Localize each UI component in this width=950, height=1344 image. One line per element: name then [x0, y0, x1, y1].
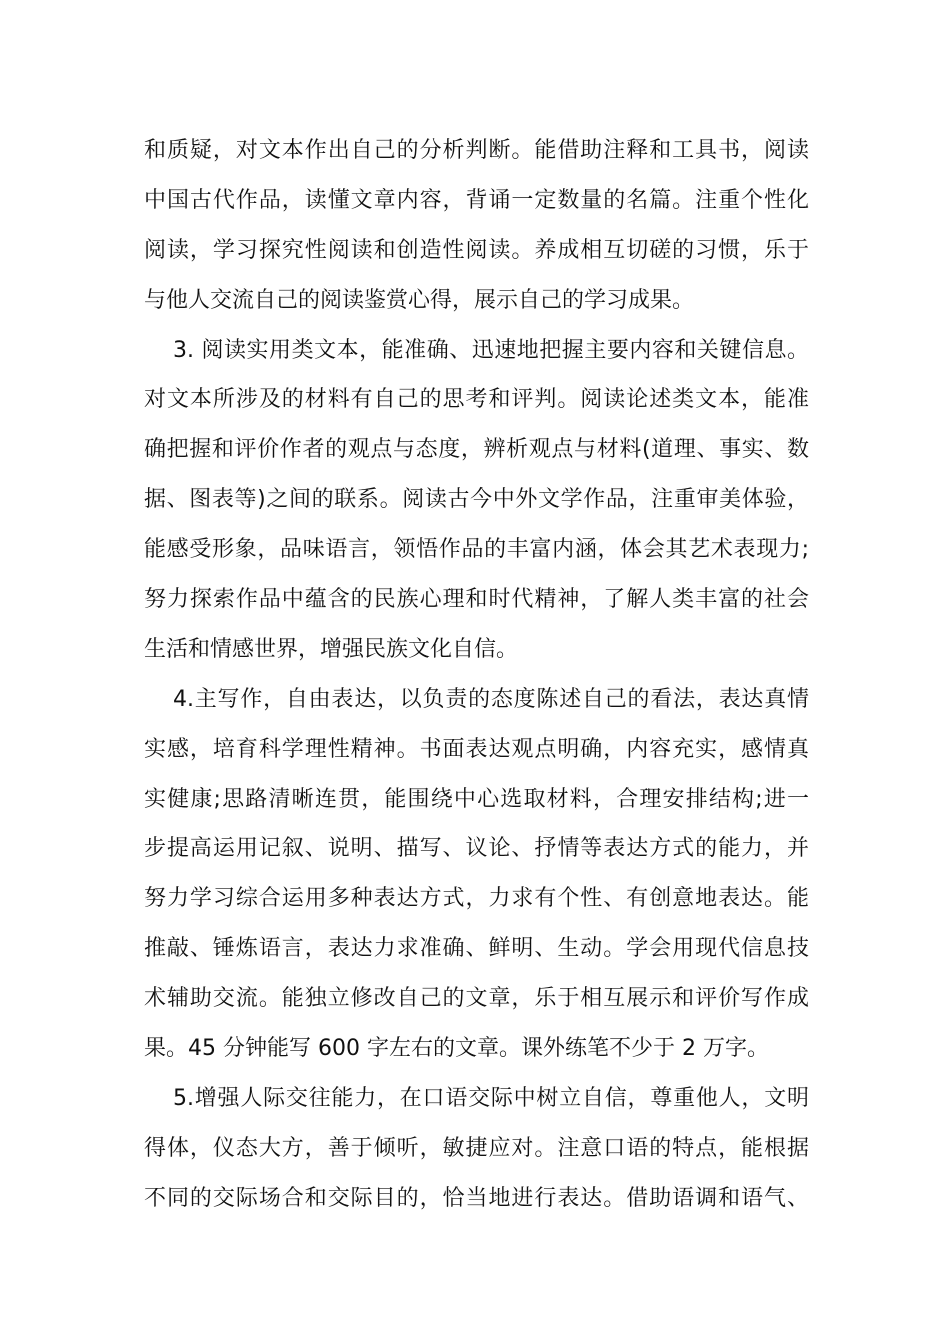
text-line: 能感受形象，品味语言，领悟作品的丰富内涵，体会其艺术表现力;	[144, 537, 809, 563]
text-line: 阅读，学习探究性阅读和创造性阅读。养成相互切磋的习惯，乐于	[144, 237, 809, 263]
text-line: 3. 阅读实用类文本，能准确、迅速地把握主要内容和关键信息。	[173, 337, 809, 363]
paragraph-item-3	[144, 326, 809, 675]
text-line: 努力学习综合运用多种表达方式，力求有个性、有创意地表达。能	[144, 886, 809, 912]
text-line: 实健康;思路清晰连贯，能围绕中心选取材料，合理安排结构;进一	[144, 786, 809, 812]
document-body	[144, 126, 809, 1224]
text-line: 不同的交际场合和交际目的，恰当地进行表达。借助语调和语气、	[144, 1185, 809, 1211]
text-line: 确把握和评价作者的观点与态度，辨析观点与材料(道理、事实、数	[144, 437, 809, 463]
text-line: 4.主写作，自由表达，以负责的态度陈述自己的看法，表达真情	[173, 686, 809, 712]
text-line: 中国古代作品，读懂文章内容，背诵一定数量的名篇。注重个性化	[144, 187, 809, 213]
paragraph-reading-continuation	[144, 126, 809, 326]
text-line: 与他人交流自己的阅读鉴赏心得，展示自己的学习成果。	[144, 287, 695, 313]
text-line: 步提高运用记叙、说明、描写、议论、抒情等表达方式的能力，并	[144, 836, 809, 862]
text-line: 努力探索作品中蕴含的民族心理和时代精神，了解人类丰富的社会	[144, 587, 809, 613]
paragraph-item-5	[144, 1074, 809, 1224]
text-line: 据、图表等)之间的联系。阅读古今中外文学作品，注重审美体验，	[144, 487, 809, 513]
text-line: 得体，仪态大方，善于倾听，敏捷应对。注意口语的特点，能根据	[144, 1135, 809, 1161]
text-line: 对文本所涉及的材料有自己的思考和评判。阅读论述类文本，能准	[144, 387, 809, 413]
text-line: 生活和情感世界，增强民族文化自信。	[144, 636, 519, 662]
text-line: 和质疑，对文本作出自己的分析判断。能借助注释和工具书，阅读	[144, 138, 809, 163]
text-line: 实感，培育科学理性精神。书面表达观点明确，内容充实，感情真	[144, 736, 809, 762]
text-line: 5.增强人际交往能力，在口语交际中树立自信，尊重他人，文明	[173, 1085, 809, 1111]
text-line: 果。45 分钟能写 600 字左右的文章。课外练笔不少于 2 万字。	[144, 1036, 769, 1062]
text-line: 术辅助交流。能独立修改自己的文章，乐于相互展示和评价写作成	[144, 986, 809, 1012]
paragraph-item-4	[144, 675, 809, 1074]
text-line: 推敲、锤炼语言，表达力求准确、鲜明、生动。学会用现代信息技	[144, 936, 809, 962]
